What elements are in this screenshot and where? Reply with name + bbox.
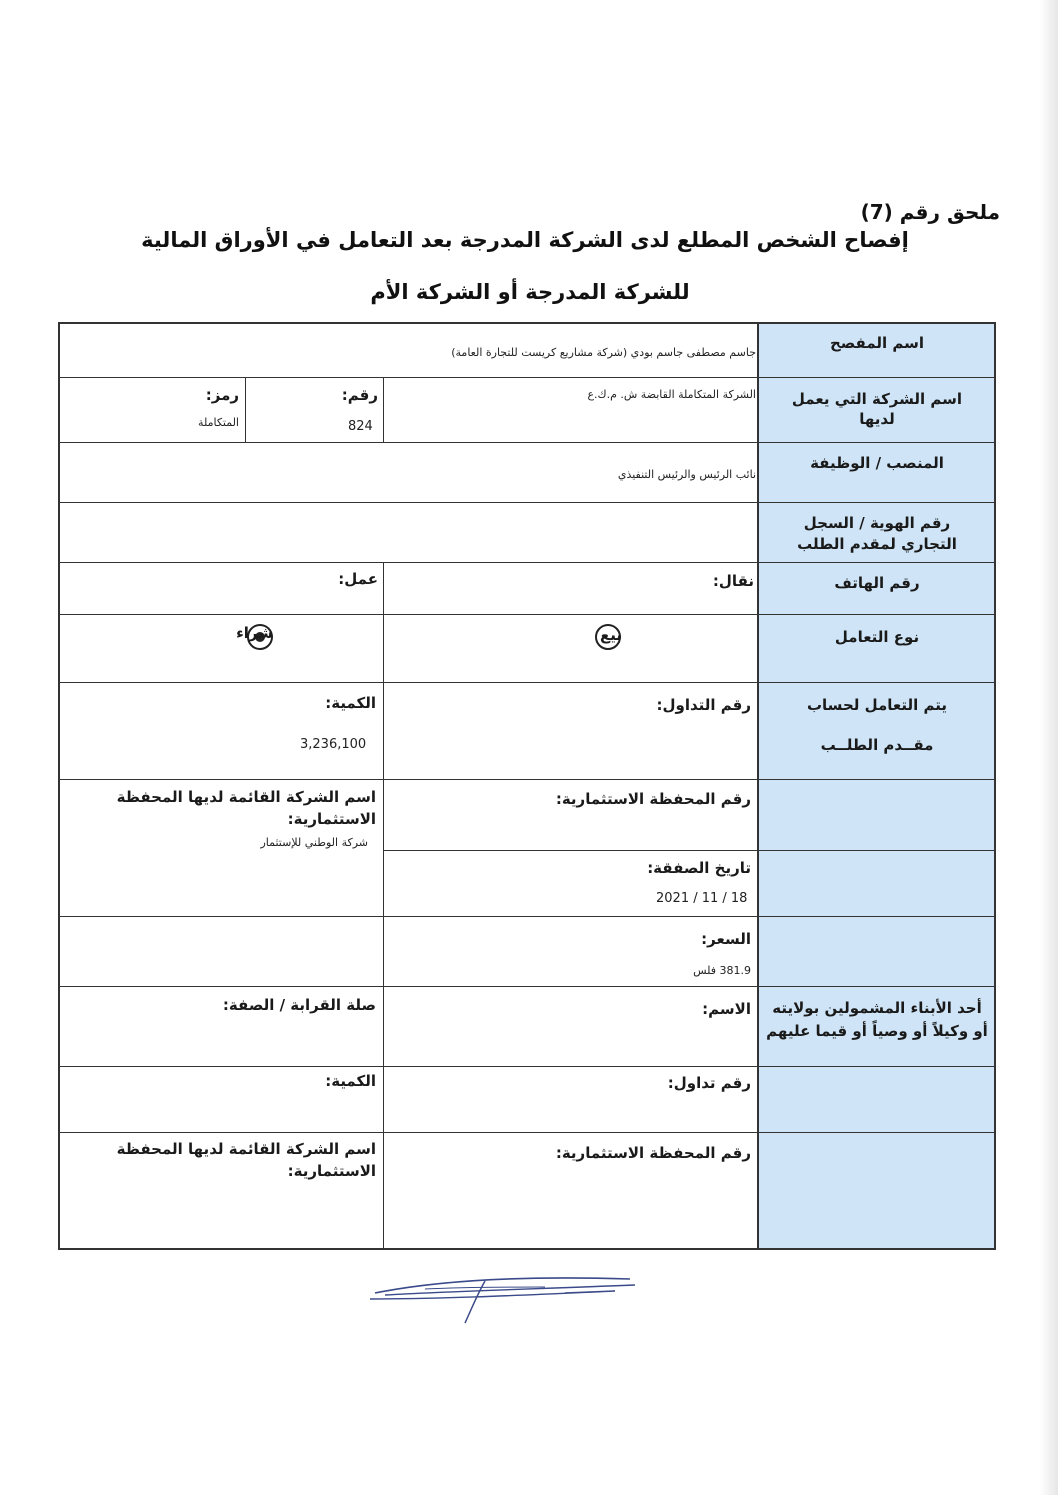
price-value: 381.9 فلس: [693, 964, 751, 977]
position-label: المنصب / الوظيفة: [810, 454, 944, 472]
trading-no2-label: رقم تداول:: [667, 1074, 751, 1092]
company-value: الشركة المتكاملة القابضة ش. م.ك.ع: [587, 388, 756, 401]
symbol-label: رمز:: [205, 386, 239, 404]
number-value: 824: [348, 419, 373, 434]
discloser-label: اسم المفصح: [829, 334, 925, 352]
portfolio-company2-label-line2: الاستثمارية:: [287, 1162, 376, 1180]
disclosure-form-table: [58, 322, 996, 1250]
position-value: نائب الرئيس والرئيس التنفيذي: [617, 468, 756, 481]
children-label-line2: أو وكيلاً أو وصياً أو قيما عليهم: [766, 1022, 988, 1040]
name-label: الاسم:: [702, 1000, 751, 1018]
deal-date-value: 2021 / 11 / 18: [656, 891, 748, 906]
deal-type-label: نوع التعامل: [834, 628, 920, 646]
quantity2-label: الكمية:: [325, 1072, 376, 1090]
portfolio-company2-label-line1: اسم الشركة القائمة لديها المحفظة: [116, 1140, 376, 1158]
price-label: السعر:: [701, 930, 751, 948]
quantity-value: 3,236,100: [300, 737, 367, 752]
trading-no-label: رقم التداول:: [656, 696, 751, 714]
mobile-label: نقال:: [712, 572, 754, 590]
portfolio-company-value: شركة الوطني للإستثمار: [260, 836, 368, 849]
account-label-line2: مقــدم الطلــب: [820, 736, 934, 754]
relation-label: صلة القرابة / الصفة:: [222, 996, 376, 1014]
id-label-line2: التجاري لمقدم الطلب: [797, 535, 957, 553]
annex-number: ملحق رقم (7): [860, 200, 1000, 224]
symbol-value: المتكاملة: [198, 416, 239, 429]
portfolio-company-label-line2: الاستثمارية:: [287, 810, 376, 828]
quantity-label: الكمية:: [325, 694, 376, 712]
company-label-line2: لديها: [859, 410, 895, 428]
discloser-value: جاسم مصطفى جاسم بودي (شركة مشاريع كريست للتجارة العامة): [451, 346, 756, 359]
portfolio-no2-label: رقم المحفظة الاستثمارية:: [555, 1144, 751, 1162]
portfolio-no-label: رقم المحفظة الاستثمارية:: [555, 790, 751, 808]
deal-date-label: تاريخ الصفقة:: [647, 859, 751, 877]
id-value-field[interactable]: [60, 503, 757, 561]
buy-label: شراء: [236, 624, 273, 642]
form-title: إفصاح الشخص المطلع لدى الشركة المدرجة بعد التعامل في الأوراق المالية: [141, 228, 909, 252]
company-label-line1: اسم الشركة التي يعمل: [791, 390, 963, 408]
children-label-line1: أحد الأبناء المشمولين بولايته: [772, 999, 982, 1017]
id-label-line1: رقم الهوية / السجل: [803, 514, 951, 532]
portfolio-company-label-line1: اسم الشركة القائمة لديها المحفظة: [116, 788, 376, 806]
phone-label: رقم الهاتف: [834, 574, 920, 592]
number-label: رقم:: [341, 386, 378, 404]
sell-label: بيع: [599, 626, 622, 644]
work-label: عمل:: [338, 570, 378, 588]
account-label-line1: يتم التعامل لحساب: [806, 696, 948, 714]
form-subtitle: للشركة المدرجة أو الشركة الأم: [370, 280, 690, 304]
page-edge-shadow: [1040, 0, 1058, 1495]
signature-image: [365, 1265, 655, 1335]
